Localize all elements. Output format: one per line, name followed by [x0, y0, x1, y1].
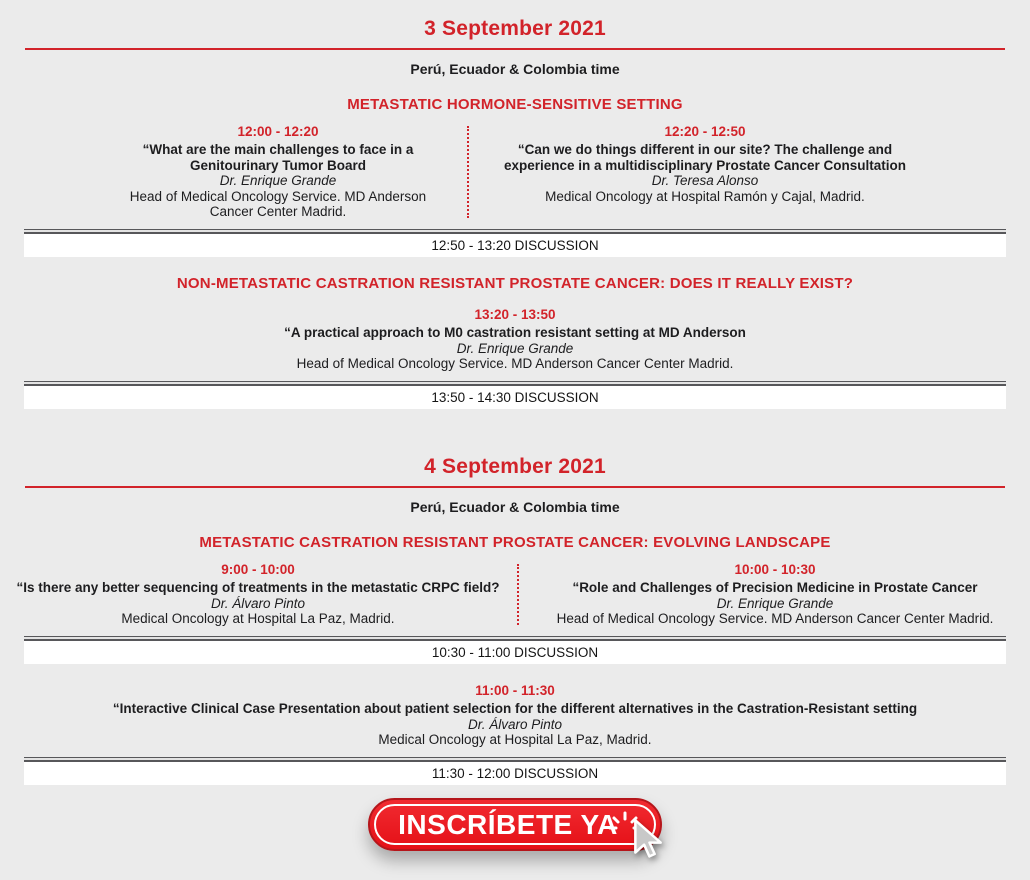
- session-affiliation: Medical Oncology at Hospital Ramón y Cajal, Madrid.: [545, 188, 865, 204]
- cta-area: [0, 798, 1030, 878]
- session-title: “Interactive Clinical Case Presentation about patient selection for the different alternatives in the Castration-Resistant setting: [112, 701, 918, 716]
- dotted-column-divider: [517, 564, 519, 625]
- session-title: “What are the main challenges to face in a Genitourinary Tumor Board: [142, 142, 414, 173]
- day2-section: [0, 455, 1030, 785]
- session-title: “A practical approach to M0 castration resistant setting at MD Anderson: [284, 325, 746, 340]
- day2-session-row: [0, 562, 1030, 627]
- discussion-block: [24, 757, 1006, 786]
- session-time: 10:00 - 10:30: [734, 562, 816, 577]
- session-block: [479, 124, 931, 220]
- session-speaker: Dr. Álvaro Pinto: [467, 716, 563, 732]
- day1-title: 3 September 2021: [424, 17, 606, 40]
- discussion-block: [24, 636, 1006, 665]
- session-block: [0, 307, 1030, 372]
- session-time: 11:00 - 11:30: [475, 683, 555, 698]
- register-button[interactable]: [368, 798, 662, 851]
- day1-section: [0, 0, 1030, 409]
- session-affiliation: Head of Medical Oncology Service. MD Anderson Cancer Center Madrid.: [296, 356, 734, 371]
- session-title: “Is there any better sequencing of treatments in the metastatic CRPC field?: [16, 580, 500, 595]
- session-affiliation: Medical Oncology at Hospital La Paz, Madrid.: [378, 732, 652, 747]
- session-affiliation: Head of Medical Oncology Service. MD Anderson Cancer Center Madrid.: [556, 611, 994, 626]
- day2-section1-heading: METASTATIC CASTRATION RESISTANT PROSTATE CANCER: EVOLVING LANDSCAPE: [199, 534, 831, 551]
- red-divider: [25, 486, 1005, 488]
- session-speaker: Dr. Enrique Grande: [456, 340, 574, 356]
- day1-section2-heading: NON-METASTATIC CASTRATION RESISTANT PROSTATE CANCER: DOES IT REALLY EXIST?: [176, 275, 854, 292]
- session-speaker: Dr. Álvaro Pinto: [210, 595, 306, 611]
- session-block: [529, 562, 1021, 627]
- session-block: [99, 124, 457, 220]
- session-speaker: Dr. Enrique Grande: [219, 173, 337, 188]
- session-speaker: Dr. Teresa Alonso: [651, 173, 759, 188]
- day1-timezone: Perú, Ecuador & Colombia time: [410, 61, 620, 77]
- session-block: [9, 562, 507, 627]
- session-affiliation: Head of Medical Oncology Service. MD Anderson Cancer Center Madrid.: [129, 188, 427, 219]
- discussion-bar: 10:30 - 11:00 DISCUSSION: [24, 641, 1006, 664]
- day1-section1-heading: METASTATIC HORMONE-SENSITIVE SETTING: [347, 96, 683, 113]
- day2-timezone: Perú, Ecuador & Colombia time: [410, 499, 620, 515]
- session-block: [0, 683, 1030, 748]
- dotted-column-divider: [467, 126, 469, 218]
- register-button-label: INSCRÍBETE YA: [398, 808, 618, 840]
- mouse-cursor-icon: [631, 818, 665, 864]
- session-time: 9:00 - 10:00: [221, 562, 295, 577]
- session-title: “Role and Challenges of Precision Medicine in Prostate Cancer: [572, 580, 978, 595]
- day2-title: 4 September 2021: [424, 455, 606, 478]
- session-time: 12:20 - 12:50: [664, 124, 746, 139]
- session-affiliation: Medical Oncology at Hospital La Paz, Madrid.: [121, 611, 395, 626]
- session-time: 12:00 - 12:20: [237, 124, 319, 139]
- discussion-block: [24, 229, 1006, 258]
- day1-session-row: [0, 124, 1030, 220]
- red-divider: [25, 48, 1005, 50]
- session-speaker: Dr. Enrique Grande: [716, 595, 834, 611]
- session-title: “Can we do things different in our site? The challenge and experience in a multidisciplinary Prostate Cancer Consultation: [503, 142, 907, 173]
- discussion-bar: 12:50 - 13:20 DISCUSSION: [24, 234, 1006, 257]
- discussion-block: [24, 381, 1006, 410]
- discussion-bar: 13:50 - 14:30 DISCUSSION: [24, 386, 1006, 409]
- discussion-bar: 11:30 - 12:00 DISCUSSION: [24, 762, 1006, 785]
- session-time: 13:20 - 13:50: [474, 307, 556, 322]
